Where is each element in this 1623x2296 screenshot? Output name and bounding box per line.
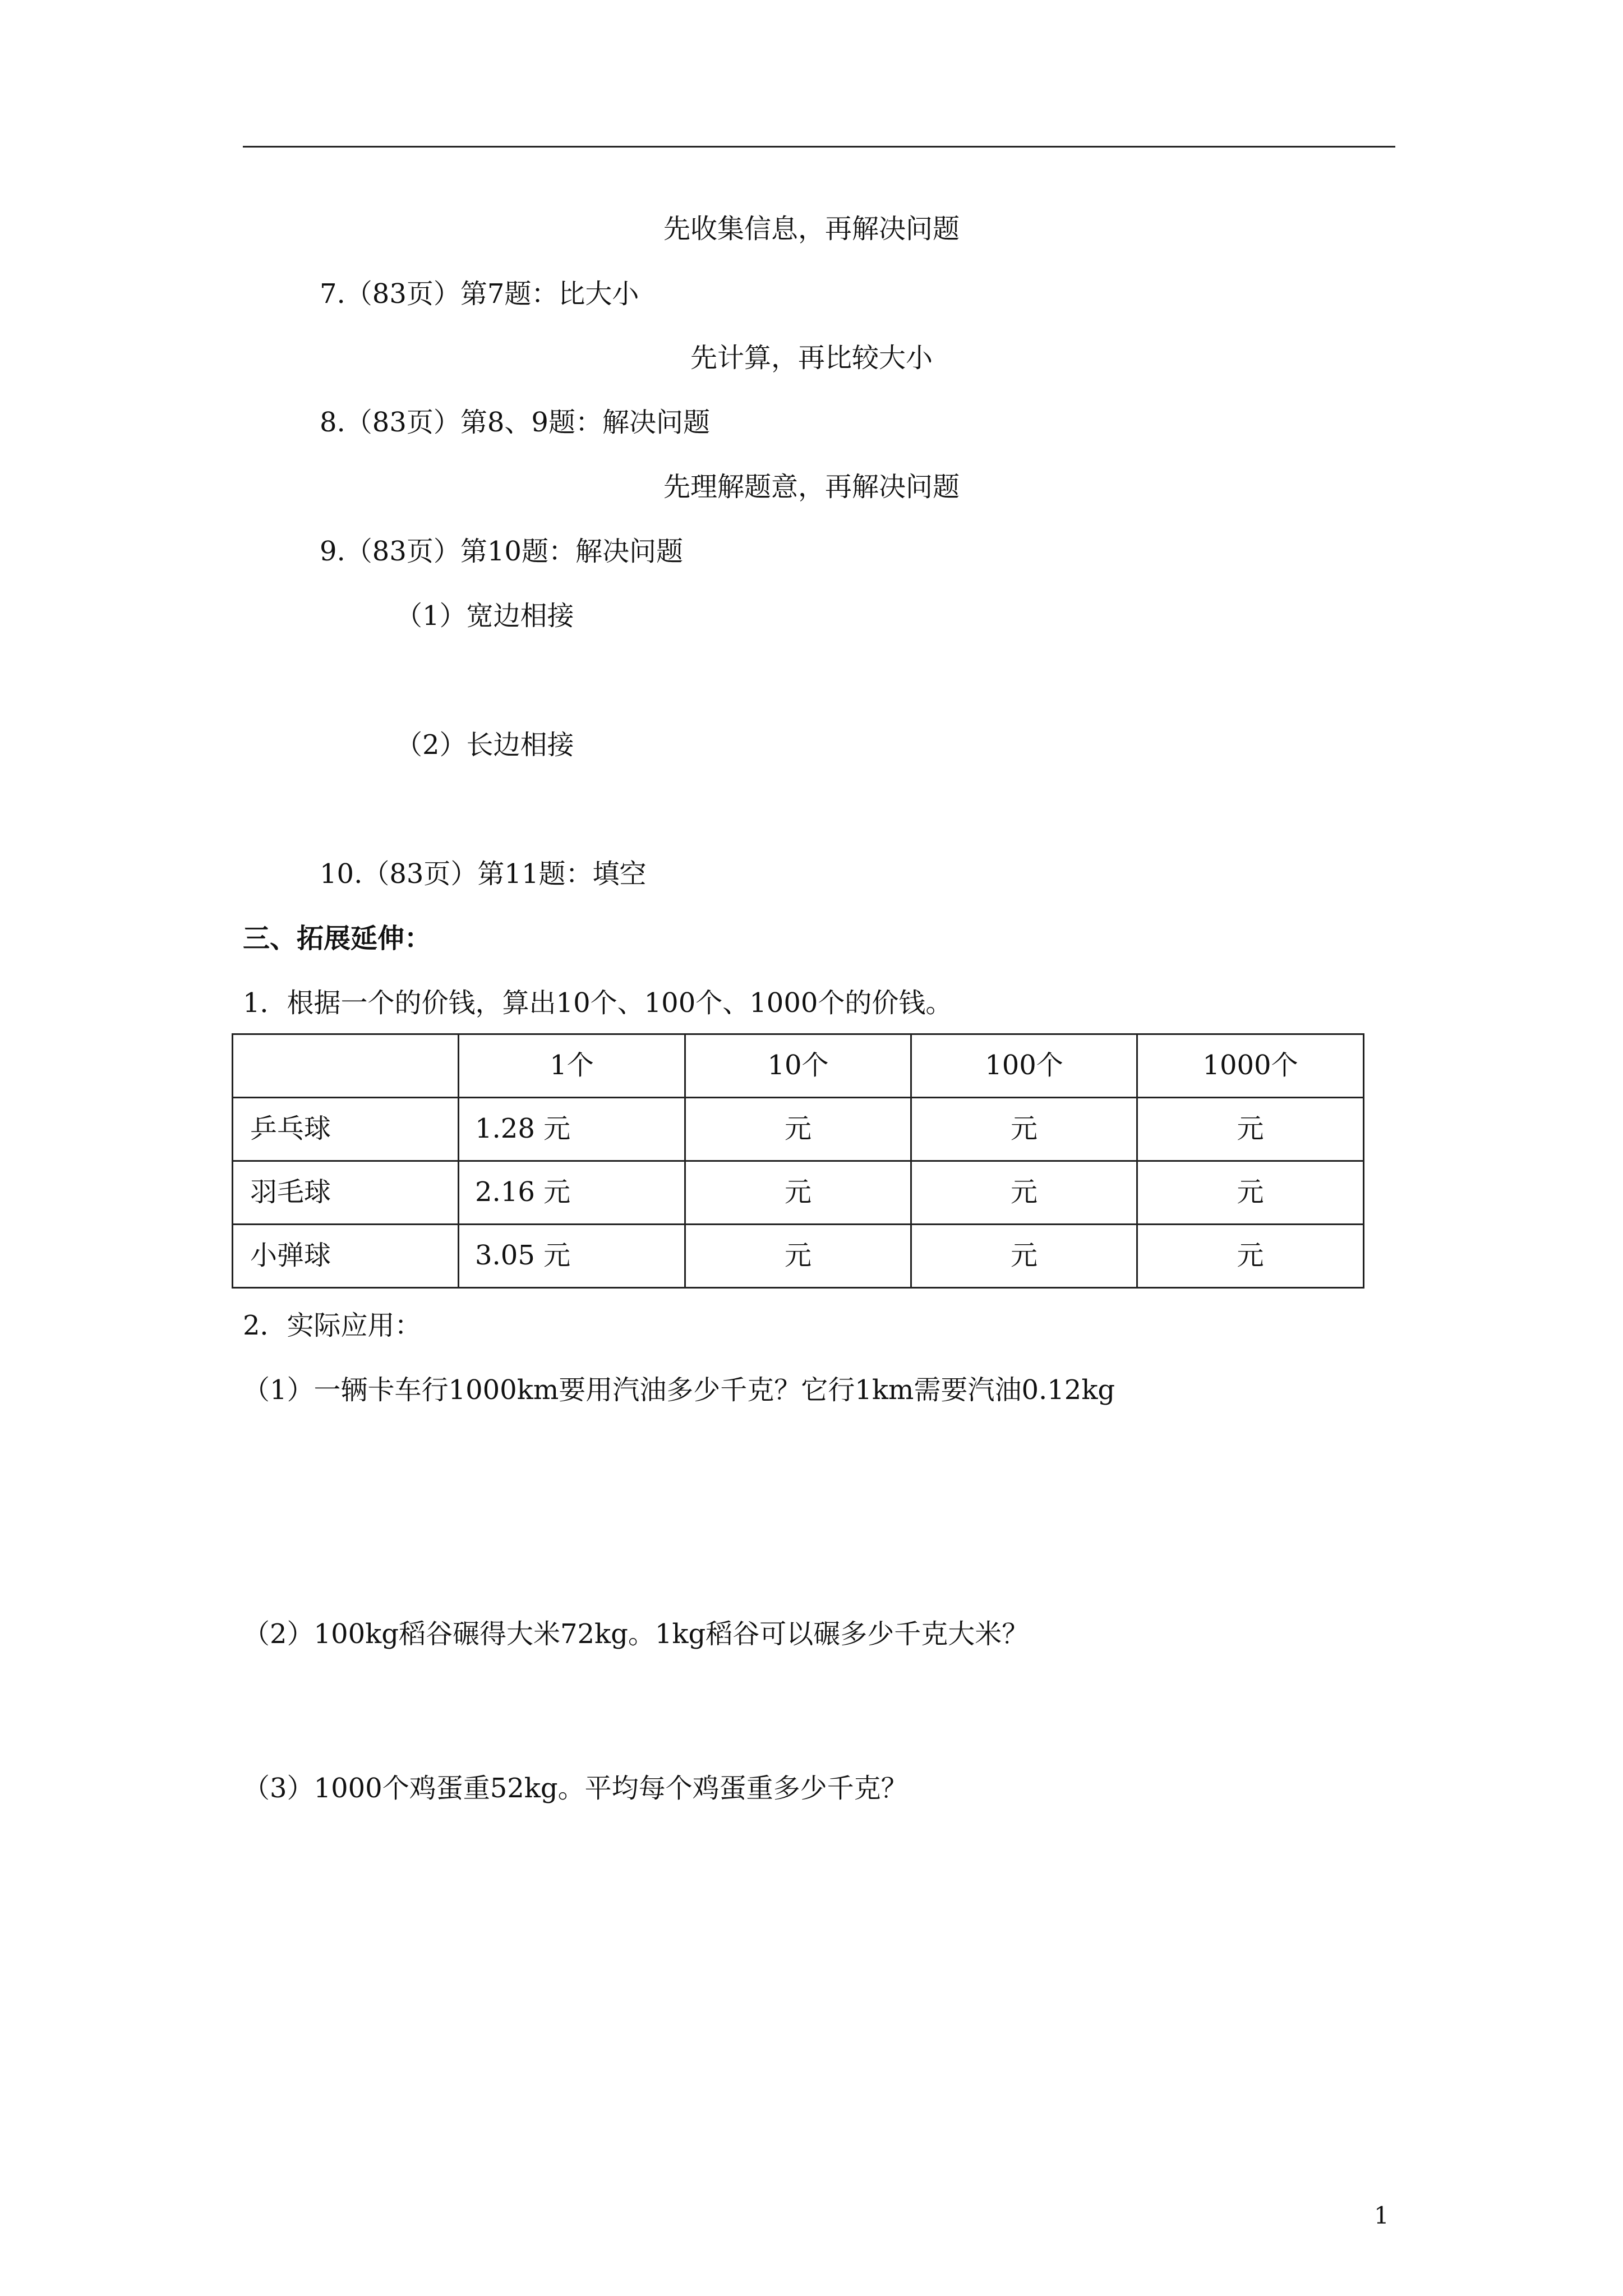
answer-cell: 元 — [685, 1225, 911, 1288]
answer-cell: 元 — [1137, 1161, 1364, 1225]
answer-cell: 元 — [685, 1161, 911, 1225]
page-number: 1 — [1374, 2202, 1389, 2229]
item-name-cell: 羽毛球 — [233, 1161, 459, 1225]
table-header-cell: 10个 — [685, 1034, 911, 1098]
table-header-cell — [233, 1034, 459, 1098]
question-2-1: （1）一辆卡车行1000km要用汽油多少千克？它行1km需要汽油0.12kg — [243, 1374, 1115, 1406]
answer-cell: 元 — [911, 1225, 1137, 1288]
unit-price-cell: 2.16 元 — [459, 1161, 685, 1225]
table-row — [233, 1225, 1364, 1288]
item-9: 9.（83页）第10题：解决问题 — [320, 536, 683, 567]
item-9-part-2: （2）长边相接 — [395, 729, 574, 761]
answer-cell: 元 — [911, 1161, 1137, 1225]
table-header-row — [233, 1034, 1364, 1098]
item-10: 10.（83页）第11题：填空 — [320, 858, 647, 890]
answer-cell: 元 — [911, 1098, 1137, 1161]
table-header-cell: 1个 — [459, 1034, 685, 1098]
item-8: 8.（83页）第8、9题：解决问题 — [320, 407, 710, 438]
question-2: 2．实际应用： — [243, 1310, 422, 1341]
unit-price-cell: 1.28 元 — [459, 1098, 685, 1161]
item-7: 7.（83页）第7题：比大小 — [320, 278, 639, 310]
price-table — [232, 1033, 1364, 1289]
item-name-cell: 乒乓球 — [233, 1098, 459, 1161]
question-2-3: （3）1000个鸡蛋重52kg。平均每个鸡蛋重多少千克？ — [243, 1773, 908, 1804]
question-2-2: （2）100kg稻谷碾得大米72kg。1kg稻谷可以碾多少千克大米？ — [243, 1618, 1029, 1650]
table-header-cell: 100个 — [911, 1034, 1137, 1098]
header-rule — [243, 146, 1395, 148]
section-title: 三、拓展延伸： — [243, 923, 432, 954]
answer-cell: 元 — [1137, 1098, 1364, 1161]
unit-price-cell: 3.05 元 — [459, 1225, 685, 1288]
answer-cell: 元 — [1137, 1225, 1364, 1288]
method-line-3: 先理解题意，再解决问题 — [663, 471, 960, 503]
method-line-1: 先收集信息，再解决问题 — [663, 213, 960, 245]
table-row — [233, 1098, 1364, 1161]
table-header-cell: 1000个 — [1137, 1034, 1364, 1098]
method-line-2: 先计算，再比较大小 — [690, 342, 933, 374]
answer-cell: 元 — [685, 1098, 911, 1161]
table-row — [233, 1161, 1364, 1225]
item-9-part-1: （1）宽边相接 — [395, 600, 574, 632]
question-1: 1．根据一个的价钱，算出10个、100个、1000个的价钱。 — [243, 987, 953, 1019]
item-name-cell: 小弹球 — [233, 1225, 459, 1288]
